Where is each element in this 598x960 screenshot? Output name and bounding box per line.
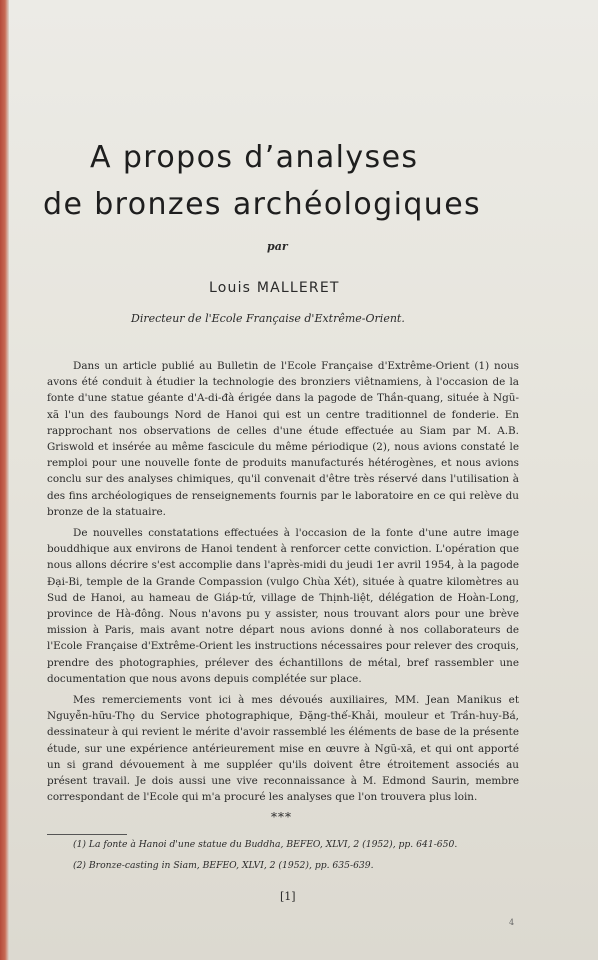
- paragraph-1: Dans un article publié au Bulletin de l'Ecole Française d'Extrême-Orient (1) nous avons été conduit à étudier la technologie des bronziers viêtnamiens, à l'occasion de la fonte d'une statue géante d'A-di-đà érigée dans la pagode de Thần-quang, située à Ngũ-xã l'un des fauboungs Nord de Hanoi qui est un centre traditionnel de fonderie. En rapprochant nos observations de celles d'une étude effectuée au Siam par M. A.B. Griswold et insérée au même fascicule du même périodique (2), nous avions constaté le remploi pour une nouvelle fonte de produits manufacturés hétérogènes, et nous avions conclu sur des analyses chimiques, qu'il convenait d'être très réservé dans l'utilisation à des fins archéologiques de renseignements fournis par le laboratoire en ce qui relève du bronze de la statuaire.: [47, 360, 519, 518]
- corner-mark: 4: [509, 918, 515, 927]
- book-spine-edge: [0, 0, 9, 960]
- byline-par: par: [267, 240, 288, 253]
- article-body: [47, 358, 519, 810]
- article-page: [9, 0, 598, 960]
- section-separator: ***: [271, 810, 292, 824]
- footnotes: [47, 838, 519, 880]
- footnote-2: (2) Bronze-casting in Siam, BEFEO, XLVI, 2 (1952), pp. 635-639.: [73, 860, 374, 871]
- page-number: [1]: [280, 890, 296, 903]
- author-name: Louis MALLERET: [209, 280, 340, 296]
- footnote-rule: [47, 834, 127, 835]
- author-role: Directeur de l'Ecole Française d'Extrême-Orient.: [131, 312, 405, 325]
- paragraph-3: Mes remerciements vont ici à mes dévoués auxiliaires, MM. Jean Manikus et Nguyễn-hữu-Thọ du Service photographique, Đặng-thế-Khải, mouleur et Trần-huy-Bá, dessinateur à qui revient le mérite d'avoir rassemblé les éléments de base de la présente étude, sur une expérience antérieurement mise en œuvre à Ngũ-xã, et qui ont apporté un si grand dévouement à me suppléer qu'ils doivent être étroitement associés au présent travail. Je dois aussi une vive reconnaissance à M. Edmond Saurin, membre correspondant de l'Ecole qui m'a procuré les analyses que l'on trouvera plus loin.: [47, 694, 519, 804]
- footnote-1: (1) La fonte à Hanoi d'une statue du Buddha, BEFEO, XLVI, 2 (1952), pp. 641-650.: [73, 839, 458, 850]
- article-title-line-1: A propos d’analyses: [90, 140, 419, 175]
- paragraph-2: De nouvelles constatations effectuées à l'occasion de la fonte d'une autre image bouddhique aux environs de Hanoi tendent à renforcer cette conviction. L'opération que nous allons décrire s'est accomplie dans l'après-midi du jeudi 1er avril 1954, à la pagode Đại-Bi, temple de la Grande Compassion (vulgo Chùa Xét), située à quatre kilomètres au Sud de Hanoi, au hameau de Giáp-tứ, village de Thịnh-liệt, délégation de Hoàn-Long, province de Hà-đông. Nous n'avons pu y assister, nous trouvant alors pour une brève mission à Paris, mais avant notre départ nous avions donné à nos collaborateurs de l'Ecole Française d'Extrême-Orient les instructions nécessaires pour relever des croquis, prendre des photographies, prélever des échantillons de métal, bref rassembler une documentation que nous avons depuis complétée sur place.: [47, 527, 519, 685]
- article-title-line-2: de bronzes archéologiques: [43, 187, 482, 222]
